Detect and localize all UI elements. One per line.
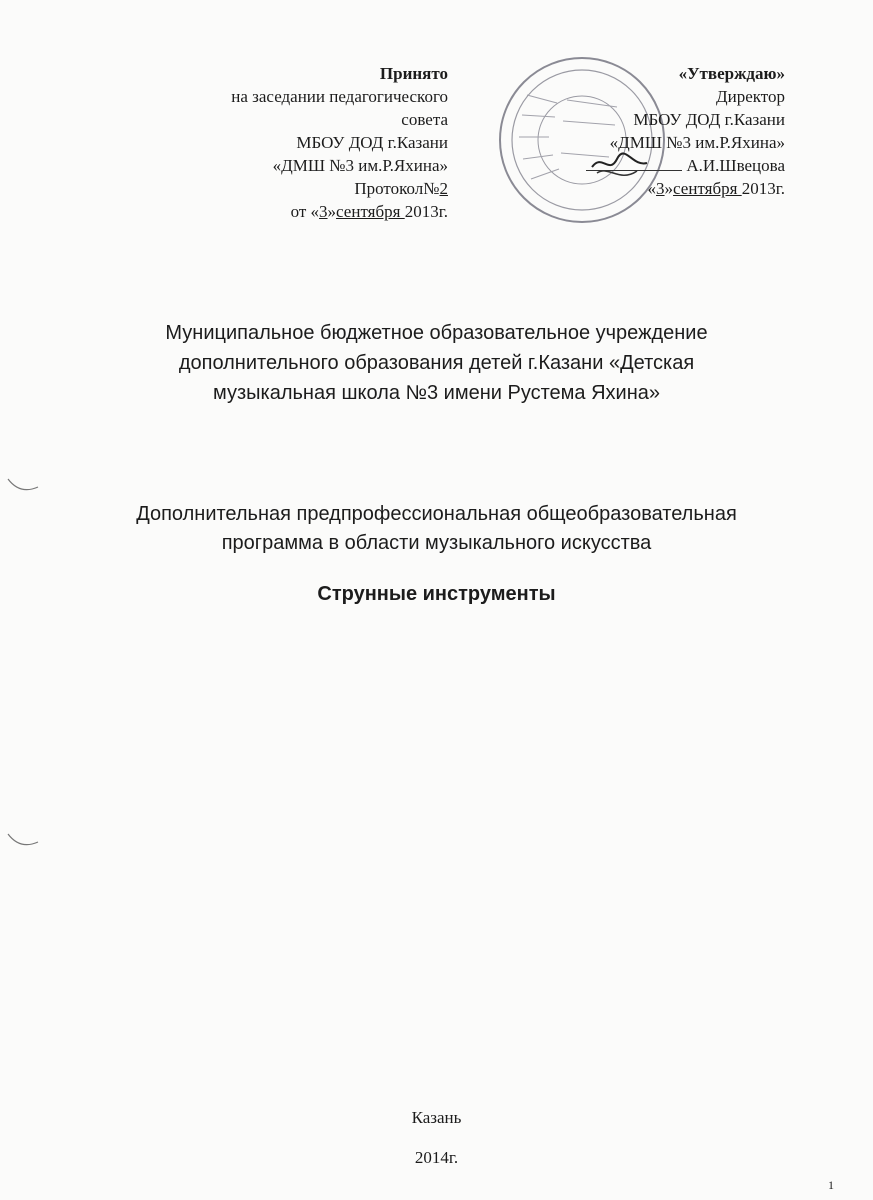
accepted-date [150,200,448,223]
organization-line-3: музыкальная школа №3 имени Рустема Яхина» [213,382,660,404]
accepted-protocol [150,177,448,200]
organization-line-1: Муниципальное бюджетное образовательное учреждение [165,322,708,344]
date-year: 2013г. [404,202,448,221]
date-quote: » [664,179,674,198]
accepted-title: Принято [379,64,448,83]
accepted-line-2: совета [401,110,448,129]
accepted-line-3: МБОУ ДОД г.Казани [296,133,448,152]
signature-line [586,156,682,171]
date-prefix: от « [290,202,320,221]
date-day: 3 [656,179,665,198]
organization-line-2: дополнительного образования детей г.Казани «Детская [178,352,695,374]
date-day: 3 [319,202,328,221]
punch-hole-arc [0,475,40,495]
approval-title: «Утверждаю» [678,64,785,83]
approval-signer [500,154,785,177]
protocol-label: Протокол№ [354,179,440,198]
footer-city: Казань [411,1108,462,1127]
date-open: « [647,179,657,198]
date-year: 2013г. [741,179,785,198]
date-month: сентября [673,179,742,198]
protocol-number: 2 [439,179,448,198]
approval-date [500,177,785,200]
subject-title: Струнные инструменты [317,583,556,605]
program-line-1: Дополнительная предпрофессиональная общеобразовательная [136,503,737,525]
date-quote: » [327,202,337,221]
accepted-block [150,62,448,223]
footer-year: 2014г. [414,1148,459,1167]
approval-line-3: «ДМШ №3 им.Р.Яхина» [609,133,785,152]
accepted-line-1: на заседании педагогического [231,87,448,106]
date-month: сентября [336,202,405,221]
approval-line-2: МБОУ ДОД г.Казани [633,110,785,129]
organization-name [60,318,813,408]
approval-line-1: Директор [716,87,785,106]
program-title [60,500,813,558]
accepted-line-4: «ДМШ №3 им.Р.Яхина» [272,156,448,175]
signer-name: А.И.Швецова [686,156,785,175]
page-number: 1 [828,1178,834,1192]
punch-hole-arc [0,830,40,850]
program-line-2: программа в области музыкального искусства [221,532,652,554]
approval-block [500,62,785,200]
